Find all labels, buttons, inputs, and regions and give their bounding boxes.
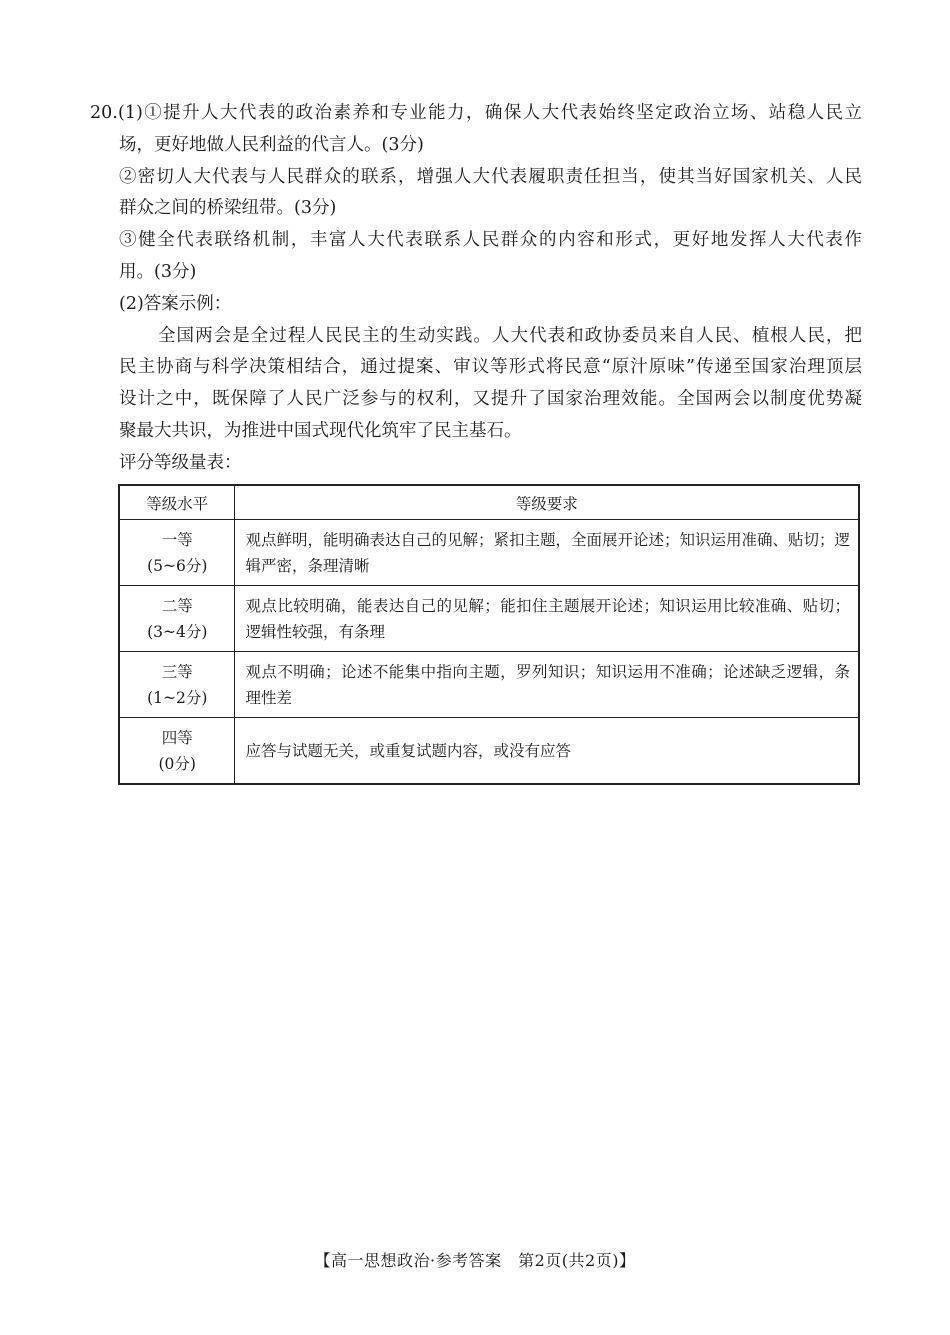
level-score: (1~2分) (147, 688, 208, 707)
grading-scale-title: 评分等级量表： (119, 452, 242, 473)
header-level: 等级水平 (119, 485, 235, 520)
question-number: 20. (90, 103, 118, 123)
level-name: 三等 (161, 662, 193, 681)
level-score: (5~6分) (147, 556, 208, 575)
answer-line-5: ③健全代表联络机制，丰富人大代表联系人民群众的内容和形式，更好地发挥人大代表作 (119, 230, 862, 251)
level-score: (0分) (158, 754, 196, 773)
answer-line-4: 群众之间的桥梁纽带。(3分) (119, 198, 337, 219)
sample-answer-line-4: 聚最大共识，为推进中国式现代化筑牢了民主基石。 (119, 420, 522, 441)
sample-answer-line-3: 设计之中，既保障了人民广泛参与的权利，又提升了国家治理效能。全国两会以制度优势凝 (119, 389, 862, 410)
level-name: 二等 (161, 596, 193, 615)
answer-line-1: 20.(1)①提升人大代表的政治素养和专业能力，确保人大代表始终坚定政治立场、站稳人民立 (90, 98, 862, 130)
table-row (119, 520, 859, 586)
page-footer: 【高一思想政治·参考答案 第2页(共2页)】 (314, 1251, 636, 1270)
table-row (119, 718, 859, 785)
table-header-row (119, 485, 859, 520)
answer-line-3: ②密切人大代表与人民群众的联系，增强人大代表履职责任担当，使其当好国家机关、人民 (119, 166, 862, 187)
header-requirement: 等级要求 (235, 485, 859, 520)
answer-line-2: 场，更好地做人民利益的代言人。(3分) (119, 134, 424, 155)
requirement-line-1: 观点比较明确，能表达自己的见解；能扣住主题展开论述；知识运用比较准确、贴切； (245, 596, 850, 615)
requirement-cell (235, 718, 859, 785)
answer-line-6: 用。(3分) (119, 261, 197, 282)
requirement-line-1: 观点鲜明，能明确表达自己的见解；紧扣主题，全面展开论述；知识运用准确、贴切；逻 (245, 530, 850, 549)
requirement-line-1: 观点不明确；论述不能集中指向主题，罗列知识；知识运用不准确；论述缺乏逻辑，条 (245, 662, 850, 681)
requirement-line-2: 逻辑性较强，有条理 (245, 622, 385, 641)
level-cell (119, 718, 235, 785)
requirement-cell (235, 586, 859, 652)
table-row (119, 652, 859, 718)
grading-table (118, 484, 860, 785)
answer-line-7: (2)答案示例： (119, 293, 232, 314)
question-20-answer (90, 98, 862, 480)
level-cell (119, 652, 235, 718)
sample-answer-line-1: 全国两会是全过程人民民主的生动实践。人大代表和政协委员来自人民、植根人民，把 (158, 325, 862, 346)
table-row (119, 586, 859, 652)
level-name: 四等 (161, 728, 193, 747)
requirement-cell (235, 652, 859, 718)
requirement-line-2: 理性差 (245, 688, 292, 707)
level-cell (119, 586, 235, 652)
requirement-line-2: 辑严密，条理清晰 (245, 556, 370, 575)
requirement-line-1: 应答与试题无关，或重复试题内容，或没有应答 (245, 741, 571, 760)
level-cell (119, 520, 235, 586)
sample-answer-line-2: 民主协商与科学决策相结合，通过提案、审议等形式将民意“原汁原味”传递至国家治理顶层 (119, 357, 862, 378)
level-name: 一等 (161, 530, 193, 549)
requirement-cell (235, 520, 859, 586)
level-score: (3~4分) (147, 622, 208, 641)
